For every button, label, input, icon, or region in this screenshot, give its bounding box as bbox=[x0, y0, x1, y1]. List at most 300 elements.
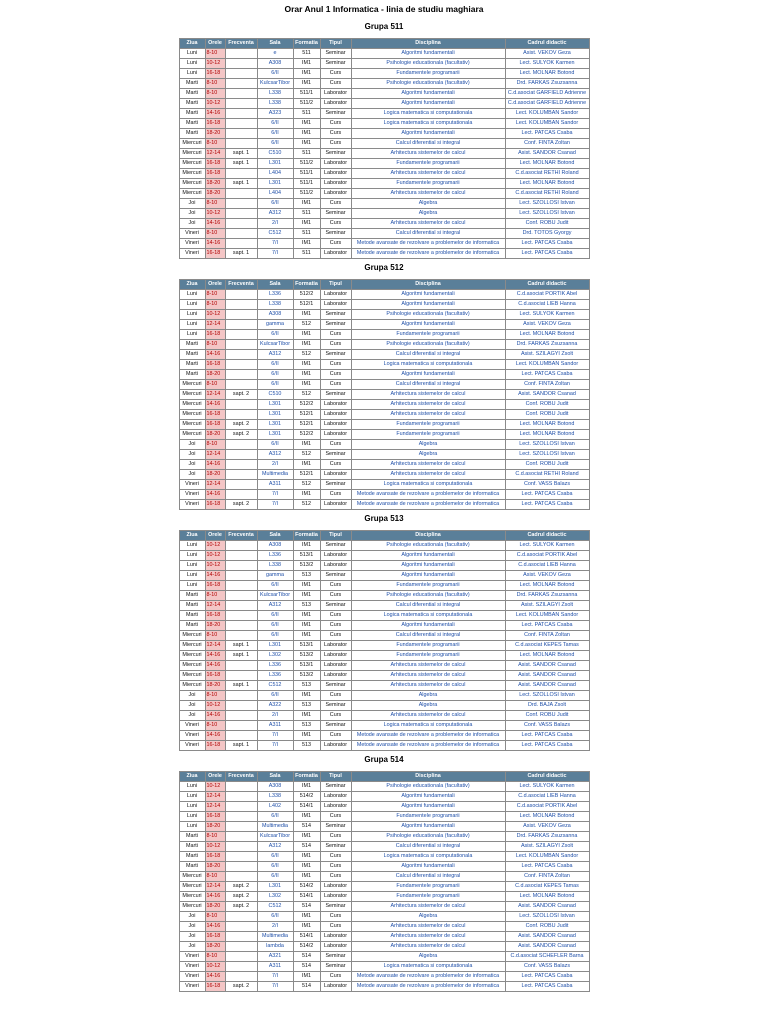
teacher-cell[interactable]: Lect. SZOLLOSI Istvan bbox=[505, 450, 589, 460]
room-cell[interactable]: 2/I bbox=[257, 460, 293, 470]
course-cell[interactable]: Fundamentele programarii bbox=[351, 882, 505, 892]
room-cell[interactable]: L301 bbox=[257, 430, 293, 440]
room-cell[interactable]: 6/II bbox=[257, 380, 293, 390]
room-cell[interactable]: A311 bbox=[257, 721, 293, 731]
teacher-cell[interactable]: Lect. PATCAS Csaba bbox=[505, 490, 589, 500]
course-cell[interactable]: Algebra bbox=[351, 199, 505, 209]
type-cell: Laborator bbox=[320, 671, 351, 681]
teacher-cell[interactable]: Lect. PATCAS Csaba bbox=[505, 239, 589, 249]
room-cell[interactable]: L301 bbox=[257, 400, 293, 410]
teacher-cell[interactable]: Lect. MOLNAR Botond bbox=[505, 651, 589, 661]
teacher-cell[interactable]: Lect. SZOLLOSI Istvan bbox=[505, 209, 589, 219]
type-cell: Seminar bbox=[320, 59, 351, 69]
course-cell[interactable]: Arhitectura sistemelor de calcul bbox=[351, 470, 505, 480]
day-cell: Joi bbox=[179, 219, 205, 229]
room-cell[interactable]: lambda bbox=[257, 942, 293, 952]
teacher-cell[interactable]: Conf. FINTA Zoltan bbox=[505, 139, 589, 149]
type-cell: Laborator bbox=[320, 169, 351, 179]
course-cell[interactable]: Algebra bbox=[351, 450, 505, 460]
teacher-cell[interactable]: C.d.asociat LIEB Hanna bbox=[505, 300, 589, 310]
course-cell[interactable]: Arhitectura sistemelor de calcul bbox=[351, 681, 505, 691]
course-cell[interactable]: Arhitectura sistemelor de calcul bbox=[351, 400, 505, 410]
teacher-cell[interactable]: Drd. FARKAS Zsuzsanna bbox=[505, 79, 589, 89]
course-cell[interactable]: Arhitectura sistemelor de calcul bbox=[351, 410, 505, 420]
course-cell[interactable]: Arhitectura sistemelor de calcul bbox=[351, 922, 505, 932]
teacher-cell[interactable]: C.d.asociat RETHI Roland bbox=[505, 470, 589, 480]
room-cell[interactable]: L336 bbox=[257, 551, 293, 561]
type-cell: Seminar bbox=[320, 310, 351, 320]
course-cell[interactable]: Algoritmi fundamentali bbox=[351, 300, 505, 310]
course-cell[interactable]: Algebra bbox=[351, 691, 505, 701]
teacher-cell[interactable]: Asist. SANDOR Csanad bbox=[505, 932, 589, 942]
teacher-cell[interactable]: Lect. SULYOK Karmen bbox=[505, 59, 589, 69]
course-cell[interactable]: Calcul diferential si integral bbox=[351, 631, 505, 641]
frequency-cell bbox=[225, 691, 257, 701]
teacher-cell[interactable]: Drd. FARKAS Zsuzsanna bbox=[505, 591, 589, 601]
room-cell[interactable]: C510 bbox=[257, 390, 293, 400]
course-cell[interactable]: Arhitectura sistemelor de calcul bbox=[351, 169, 505, 179]
room-cell[interactable]: KulcsarTibor bbox=[257, 79, 293, 89]
room-cell[interactable]: L336 bbox=[257, 661, 293, 671]
teacher-cell[interactable]: Lect. KOLUMBAN Sandor bbox=[505, 852, 589, 862]
room-cell[interactable]: 6/II bbox=[257, 862, 293, 872]
teacher-cell[interactable]: Lect. MOLNAR Botond bbox=[505, 581, 589, 591]
teacher-cell[interactable]: Lect. SULYOK Karmen bbox=[505, 782, 589, 792]
course-cell[interactable]: Algoritmi fundamentali bbox=[351, 822, 505, 832]
course-cell[interactable]: Arhitectura sistemelor de calcul bbox=[351, 671, 505, 681]
course-cell[interactable]: Algoritmi fundamentali bbox=[351, 49, 505, 59]
room-cell[interactable]: L301 bbox=[257, 159, 293, 169]
course-cell[interactable]: Algebra bbox=[351, 952, 505, 962]
teacher-cell[interactable]: Lect. SULYOK Karmen bbox=[505, 310, 589, 320]
room-cell[interactable]: Multimedia bbox=[257, 470, 293, 480]
room-cell[interactable]: A312 bbox=[257, 842, 293, 852]
room-cell[interactable]: e bbox=[257, 49, 293, 59]
course-cell[interactable]: Calcul diferential si integral bbox=[351, 872, 505, 882]
teacher-cell[interactable]: Lect. SULYOK Karmen bbox=[505, 541, 589, 551]
day-cell: Joi bbox=[179, 440, 205, 450]
room-cell[interactable]: C512 bbox=[257, 902, 293, 912]
course-cell[interactable]: Metode avansate de rezolvare a problemelor de informatica bbox=[351, 239, 505, 249]
room-cell[interactable]: L338 bbox=[257, 792, 293, 802]
room-cell[interactable]: 6/II bbox=[257, 852, 293, 862]
teacher-cell[interactable]: Lect. KOLUMBAN Sandor bbox=[505, 611, 589, 621]
room-cell[interactable]: 6/II bbox=[257, 912, 293, 922]
course-cell[interactable]: Algoritmi fundamentali bbox=[351, 792, 505, 802]
hours-cell: 16-18 bbox=[205, 982, 225, 992]
room-cell[interactable]: 7/I bbox=[257, 731, 293, 741]
room-cell[interactable]: L302 bbox=[257, 892, 293, 902]
course-cell[interactable]: Fundamentele programarii bbox=[351, 420, 505, 430]
teacher-cell[interactable]: Asist. VEKOV Geza bbox=[505, 822, 589, 832]
room-cell[interactable]: 6/II bbox=[257, 119, 293, 129]
teacher-cell[interactable]: Lect. PATCAS Csaba bbox=[505, 500, 589, 510]
teacher-cell[interactable]: Lect. MOLNAR Botond bbox=[505, 892, 589, 902]
course-cell[interactable]: Fundamentele programarii bbox=[351, 159, 505, 169]
room-cell[interactable]: L404 bbox=[257, 169, 293, 179]
room-cell[interactable]: 2/I bbox=[257, 219, 293, 229]
room-cell[interactable]: KulcsarTibor bbox=[257, 591, 293, 601]
schedule-table bbox=[179, 279, 590, 510]
room-cell[interactable]: A312 bbox=[257, 350, 293, 360]
room-cell[interactable]: L336 bbox=[257, 671, 293, 681]
teacher-cell[interactable]: Lect. SZOLLOSI Istvan bbox=[505, 691, 589, 701]
day-cell: Luni bbox=[179, 792, 205, 802]
course-cell[interactable]: Fundamentele programarii bbox=[351, 812, 505, 822]
teacher-cell[interactable]: Asist. SANDOR Csanad bbox=[505, 671, 589, 681]
course-cell[interactable]: Psihologie educationala (facultativ) bbox=[351, 79, 505, 89]
teacher-cell[interactable]: Lect. PATCAS Csaba bbox=[505, 972, 589, 982]
room-cell[interactable]: A308 bbox=[257, 541, 293, 551]
teacher-cell[interactable]: Drd. FARKAS Zsuzsanna bbox=[505, 832, 589, 842]
room-cell[interactable]: A311 bbox=[257, 480, 293, 490]
type-cell: Laborator bbox=[320, 932, 351, 942]
course-cell[interactable]: Algoritmi fundamentali bbox=[351, 129, 505, 139]
teacher-cell[interactable]: Drd. BAJA Zsolt bbox=[505, 701, 589, 711]
room-cell[interactable]: A312 bbox=[257, 450, 293, 460]
teacher-cell[interactable]: Lect. PATCAS Csaba bbox=[505, 982, 589, 992]
course-cell[interactable]: Metode avansate de rezolvare a problemelor de informatica bbox=[351, 731, 505, 741]
room-cell[interactable]: 7/I bbox=[257, 490, 293, 500]
teacher-cell[interactable]: C.d.asociat KEPES Tamas bbox=[505, 882, 589, 892]
room-cell[interactable]: L402 bbox=[257, 802, 293, 812]
room-cell[interactable]: 7/I bbox=[257, 741, 293, 751]
frequency-cell bbox=[225, 490, 257, 500]
teacher-cell[interactable]: Conf. VASS Balazs bbox=[505, 480, 589, 490]
room-cell[interactable]: L301 bbox=[257, 179, 293, 189]
course-cell[interactable]: Logica matematica si computationala bbox=[351, 852, 505, 862]
room-cell[interactable]: 2/I bbox=[257, 711, 293, 721]
room-cell[interactable]: A308 bbox=[257, 782, 293, 792]
teacher-cell[interactable]: Asist. SZILAGYI Zsolt bbox=[505, 350, 589, 360]
room-cell[interactable]: C510 bbox=[257, 149, 293, 159]
course-cell[interactable]: Psihologie educationala (facultativ) bbox=[351, 310, 505, 320]
formation-cell: IM1 bbox=[293, 631, 320, 641]
type-cell: Seminar bbox=[320, 902, 351, 912]
course-cell[interactable]: Arhitectura sistemelor de calcul bbox=[351, 932, 505, 942]
room-cell[interactable]: A312 bbox=[257, 209, 293, 219]
teacher-cell[interactable]: Drd. FARKAS Zsuzsanna bbox=[505, 340, 589, 350]
hours-cell: 16-18 bbox=[205, 360, 225, 370]
type-cell: Seminar bbox=[320, 701, 351, 711]
room-cell[interactable]: gamma bbox=[257, 571, 293, 581]
course-cell[interactable]: Algoritmi fundamentali bbox=[351, 802, 505, 812]
room-cell[interactable]: L301 bbox=[257, 882, 293, 892]
formation-cell: 513/1 bbox=[293, 551, 320, 561]
room-cell[interactable]: 6/II bbox=[257, 581, 293, 591]
room-cell[interactable]: Multimedia bbox=[257, 932, 293, 942]
type-cell: Curs bbox=[320, 872, 351, 882]
teacher-cell[interactable]: Lect. PATCAS Csaba bbox=[505, 249, 589, 259]
teacher-cell[interactable]: Lect. PATCAS Csaba bbox=[505, 129, 589, 139]
course-cell[interactable]: Arhitectura sistemelor de calcul bbox=[351, 149, 505, 159]
course-cell[interactable]: Arhitectura sistemelor de calcul bbox=[351, 902, 505, 912]
table-row bbox=[179, 671, 589, 681]
room-cell[interactable]: L301 bbox=[257, 641, 293, 651]
frequency-cell bbox=[225, 129, 257, 139]
room-cell[interactable]: 7/I bbox=[257, 982, 293, 992]
course-cell[interactable]: Psihologie educationala (facultativ) bbox=[351, 782, 505, 792]
room-cell[interactable]: A322 bbox=[257, 701, 293, 711]
course-cell[interactable]: Arhitectura sistemelor de calcul bbox=[351, 390, 505, 400]
course-cell[interactable]: Algoritmi fundamentali bbox=[351, 89, 505, 99]
formation-cell: 513 bbox=[293, 601, 320, 611]
course-cell[interactable]: Algebra bbox=[351, 701, 505, 711]
course-cell[interactable]: Logica matematica si computationala bbox=[351, 480, 505, 490]
teacher-cell[interactable]: Lect. PATCAS Csaba bbox=[505, 621, 589, 631]
room-cell[interactable]: L338 bbox=[257, 300, 293, 310]
course-cell[interactable]: Arhitectura sistemelor de calcul bbox=[351, 219, 505, 229]
room-cell[interactable]: 6/II bbox=[257, 812, 293, 822]
room-cell[interactable]: 6/II bbox=[257, 631, 293, 641]
teacher-cell[interactable]: Conf. ROBU Judit bbox=[505, 400, 589, 410]
teacher-cell[interactable]: Conf. ROBU Judit bbox=[505, 460, 589, 470]
course-cell[interactable]: Psihologie educationala (facultativ) bbox=[351, 340, 505, 350]
teacher-cell[interactable]: C.d.asociat KEPES Tamas bbox=[505, 641, 589, 651]
room-cell[interactable]: L302 bbox=[257, 651, 293, 661]
teacher-cell[interactable]: Conf. ROBU Judit bbox=[505, 410, 589, 420]
course-cell[interactable]: Psihologie educationala (facultativ) bbox=[351, 832, 505, 842]
room-cell[interactable]: 6/II bbox=[257, 360, 293, 370]
teacher-cell[interactable]: Asist. VEKOV Geza bbox=[505, 571, 589, 581]
teacher-cell[interactable]: C.d.asociat RETHI Roland bbox=[505, 169, 589, 179]
teacher-cell[interactable]: C.d.asociat PORTIK Abel bbox=[505, 551, 589, 561]
course-cell[interactable]: Calcul diferential si integral bbox=[351, 842, 505, 852]
teacher-cell[interactable]: Lect. MOLNAR Botond bbox=[505, 179, 589, 189]
hours-cell: 18-20 bbox=[205, 681, 225, 691]
room-cell[interactable]: L301 bbox=[257, 410, 293, 420]
room-cell[interactable]: C512 bbox=[257, 681, 293, 691]
room-cell[interactable]: L338 bbox=[257, 99, 293, 109]
teacher-cell[interactable]: Lect. SZOLLOSI Istvan bbox=[505, 440, 589, 450]
teacher-cell[interactable]: C.d.asociat LIEB Hanna bbox=[505, 561, 589, 571]
teacher-cell[interactable]: Asist. SANDOR Csanad bbox=[505, 661, 589, 671]
teacher-cell[interactable]: Asist. SANDOR Csanad bbox=[505, 942, 589, 952]
hours-cell: 8-10 bbox=[205, 440, 225, 450]
formation-cell: 513 bbox=[293, 571, 320, 581]
teacher-cell[interactable]: Lect. KOLUMBAN Sandor bbox=[505, 109, 589, 119]
course-cell[interactable]: Metode avansate de rezolvare a problemelor de informatica bbox=[351, 972, 505, 982]
course-cell[interactable]: Metode avansate de rezolvare a problemelor de informatica bbox=[351, 741, 505, 751]
course-cell[interactable]: Metode avansate de rezolvare a problemelor de informatica bbox=[351, 490, 505, 500]
hours-cell: 14-16 bbox=[205, 350, 225, 360]
room-cell[interactable]: 6/II bbox=[257, 69, 293, 79]
teacher-cell[interactable]: Conf. VASS Balazs bbox=[505, 721, 589, 731]
course-cell[interactable]: Fundamentele programarii bbox=[351, 641, 505, 651]
teacher-cell[interactable]: Asist. VEKOV Geza bbox=[505, 49, 589, 59]
course-cell[interactable]: Fundamentele programarii bbox=[351, 892, 505, 902]
table-row bbox=[179, 882, 589, 892]
teacher-cell[interactable]: Lect. KOLUMBAN Sandor bbox=[505, 360, 589, 370]
course-cell[interactable]: Logica matematica si computationala bbox=[351, 119, 505, 129]
teacher-cell[interactable]: C.d.asociat SCHEFLER Barna bbox=[505, 952, 589, 962]
teacher-cell[interactable]: Conf. ROBU Judit bbox=[505, 711, 589, 721]
course-cell[interactable]: Arhitectura sistemelor de calcul bbox=[351, 661, 505, 671]
course-cell[interactable]: Fundamentele programarii bbox=[351, 179, 505, 189]
type-cell: Curs bbox=[320, 370, 351, 380]
course-cell[interactable]: Algebra bbox=[351, 912, 505, 922]
room-cell[interactable]: 7/I bbox=[257, 249, 293, 259]
teacher-cell[interactable]: Conf. VASS Balazs bbox=[505, 962, 589, 972]
course-cell[interactable]: Arhitectura sistemelor de calcul bbox=[351, 711, 505, 721]
course-cell[interactable]: Logica matematica si computationala bbox=[351, 611, 505, 621]
formation-cell: IM1 bbox=[293, 541, 320, 551]
teacher-cell[interactable]: Lect. MOLNAR Botond bbox=[505, 69, 589, 79]
course-cell[interactable]: Algoritmi fundamentali bbox=[351, 551, 505, 561]
room-cell[interactable]: 6/II bbox=[257, 370, 293, 380]
course-cell[interactable]: Arhitectura sistemelor de calcul bbox=[351, 460, 505, 470]
room-cell[interactable]: 7/I bbox=[257, 500, 293, 510]
room-cell[interactable]: 6/II bbox=[257, 440, 293, 450]
room-cell[interactable]: 6/II bbox=[257, 199, 293, 209]
course-cell[interactable]: Calcul diferential si integral bbox=[351, 601, 505, 611]
room-cell[interactable]: A312 bbox=[257, 601, 293, 611]
course-cell[interactable]: Logica matematica si computationala bbox=[351, 360, 505, 370]
course-cell[interactable]: Psihologie educationala (facultativ) bbox=[351, 541, 505, 551]
room-cell[interactable]: L338 bbox=[257, 561, 293, 571]
teacher-cell[interactable]: Lect. PATCAS Csaba bbox=[505, 741, 589, 751]
frequency-cell bbox=[225, 571, 257, 581]
hours-cell: 16-18 bbox=[205, 330, 225, 340]
course-cell[interactable]: Metode avansate de rezolvare a problemelor de informatica bbox=[351, 500, 505, 510]
room-cell[interactable]: 6/II bbox=[257, 691, 293, 701]
course-cell[interactable]: Algoritmi fundamentali bbox=[351, 561, 505, 571]
course-cell[interactable]: Arhitectura sistemelor de calcul bbox=[351, 942, 505, 952]
course-cell[interactable]: Algoritmi fundamentali bbox=[351, 621, 505, 631]
course-cell[interactable]: Logica matematica si computationala bbox=[351, 721, 505, 731]
formation-cell: IM1 bbox=[293, 239, 320, 249]
formation-cell: IM1 bbox=[293, 199, 320, 209]
room-cell[interactable]: KulcsarTibor bbox=[257, 340, 293, 350]
course-cell[interactable]: Calcul diferential si integral bbox=[351, 229, 505, 239]
teacher-cell[interactable]: Lect. SZOLLOSI Istvan bbox=[505, 199, 589, 209]
room-cell[interactable]: Multimedia bbox=[257, 822, 293, 832]
teacher-cell[interactable]: Asist. SANDOR Csanad bbox=[505, 149, 589, 159]
teacher-cell[interactable]: Asist. SZILAGYI Zsolt bbox=[505, 601, 589, 611]
course-cell[interactable]: Fundamentele programarii bbox=[351, 430, 505, 440]
teacher-cell[interactable]: Lect. MOLNAR Botond bbox=[505, 330, 589, 340]
teacher-cell[interactable]: Asist. VEKOV Geza bbox=[505, 320, 589, 330]
teacher-cell[interactable]: Conf. FINTA Zoltan bbox=[505, 631, 589, 641]
room-cell[interactable]: 7/I bbox=[257, 972, 293, 982]
teacher-cell[interactable]: Lect. KOLUMBAN Sandor bbox=[505, 119, 589, 129]
type-cell: Curs bbox=[320, 129, 351, 139]
teacher-cell[interactable]: Lect. MOLNAR Botond bbox=[505, 812, 589, 822]
teacher-cell[interactable]: Lect. PATCAS Csaba bbox=[505, 862, 589, 872]
room-cell[interactable]: A311 bbox=[257, 962, 293, 972]
room-cell[interactable]: A323 bbox=[257, 109, 293, 119]
teacher-cell[interactable]: Lect. PATCAS Csaba bbox=[505, 370, 589, 380]
room-cell[interactable]: 6/II bbox=[257, 872, 293, 882]
room-cell[interactable]: 6/II bbox=[257, 621, 293, 631]
teacher-cell[interactable]: C.d.asociat GARFIELD Adrienne bbox=[505, 99, 589, 109]
course-cell[interactable]: Algoritmi fundamentali bbox=[351, 99, 505, 109]
teacher-cell[interactable]: Drd. TOTOS Gyorgy bbox=[505, 229, 589, 239]
course-cell[interactable]: Fundamentele programarii bbox=[351, 651, 505, 661]
teacher-cell[interactable]: Asist. SANDOR Csanad bbox=[505, 902, 589, 912]
course-cell[interactable]: Fundamentele programarii bbox=[351, 69, 505, 79]
teacher-cell[interactable]: Conf. ROBU Judit bbox=[505, 219, 589, 229]
teacher-cell[interactable]: Lect. PATCAS Csaba bbox=[505, 731, 589, 741]
hours-cell: 16-18 bbox=[205, 159, 225, 169]
day-cell: Miercuri bbox=[179, 671, 205, 681]
course-cell[interactable]: Algoritmi fundamentali bbox=[351, 370, 505, 380]
room-cell[interactable]: 6/II bbox=[257, 129, 293, 139]
room-cell[interactable]: gamma bbox=[257, 320, 293, 330]
teacher-cell[interactable]: Asist. SZILAGYI Zsolt bbox=[505, 842, 589, 852]
course-cell[interactable]: Calcul diferential si integral bbox=[351, 350, 505, 360]
room-cell[interactable]: 6/II bbox=[257, 611, 293, 621]
room-cell[interactable]: L404 bbox=[257, 189, 293, 199]
column-header: Disciplina bbox=[351, 531, 505, 541]
room-cell[interactable]: L338 bbox=[257, 89, 293, 99]
room-cell[interactable]: L336 bbox=[257, 290, 293, 300]
course-cell[interactable]: Psihologie educationala (facultativ) bbox=[351, 59, 505, 69]
group-section bbox=[0, 18, 768, 259]
teacher-cell[interactable]: Lect. SZOLLOSI Istvan bbox=[505, 912, 589, 922]
course-cell[interactable]: Psihologie educationala (facultativ) bbox=[351, 591, 505, 601]
course-cell[interactable]: Algoritmi fundamentali bbox=[351, 290, 505, 300]
type-cell: Laborator bbox=[320, 802, 351, 812]
room-cell[interactable]: L301 bbox=[257, 420, 293, 430]
room-cell[interactable]: A308 bbox=[257, 59, 293, 69]
course-cell[interactable]: Algoritmi fundamentali bbox=[351, 571, 505, 581]
course-cell[interactable]: Fundamentele programarii bbox=[351, 330, 505, 340]
type-cell: Seminar bbox=[320, 109, 351, 119]
teacher-cell[interactable]: Lect. MOLNAR Botond bbox=[505, 430, 589, 440]
room-cell[interactable]: 6/II bbox=[257, 139, 293, 149]
hours-cell: 8-10 bbox=[205, 290, 225, 300]
teacher-cell[interactable]: Lect. MOLNAR Botond bbox=[505, 159, 589, 169]
teacher-cell[interactable]: Asist. SANDOR Csanad bbox=[505, 681, 589, 691]
teacher-cell[interactable]: Conf. FINTA Zoltan bbox=[505, 872, 589, 882]
teacher-cell[interactable]: C.d.asociat GARFIELD Adrienne bbox=[505, 89, 589, 99]
course-cell[interactable]: Algoritmi fundamentali bbox=[351, 862, 505, 872]
teacher-cell[interactable]: Asist. SANDOR Csanad bbox=[505, 390, 589, 400]
course-cell[interactable]: Fundamentele programarii bbox=[351, 581, 505, 591]
teacher-cell[interactable]: C.d.asociat RETHI Roland bbox=[505, 189, 589, 199]
teacher-cell[interactable]: Conf. FINTA Zoltan bbox=[505, 380, 589, 390]
course-cell[interactable]: Metode avansate de rezolvare a problemelor de informatica bbox=[351, 982, 505, 992]
course-cell[interactable]: Calcul diferential si integral bbox=[351, 380, 505, 390]
course-cell[interactable]: Logica matematica si computationala bbox=[351, 109, 505, 119]
formation-cell: IM1 bbox=[293, 621, 320, 631]
course-cell[interactable]: Algebra bbox=[351, 209, 505, 219]
teacher-cell[interactable]: Lect. MOLNAR Botond bbox=[505, 420, 589, 430]
column-header: Formatia bbox=[293, 280, 320, 290]
room-cell[interactable]: 7/I bbox=[257, 239, 293, 249]
course-cell[interactable]: Logica matematica si computationala bbox=[351, 962, 505, 972]
room-cell[interactable]: KulcsarTibor bbox=[257, 832, 293, 842]
course-cell[interactable]: Arhitectura sistemelor de calcul bbox=[351, 189, 505, 199]
room-cell[interactable]: 6/II bbox=[257, 330, 293, 340]
hours-cell: 14-16 bbox=[205, 109, 225, 119]
course-cell[interactable]: Algebra bbox=[351, 440, 505, 450]
room-cell[interactable]: C512 bbox=[257, 229, 293, 239]
teacher-cell[interactable]: Conf. ROBU Judit bbox=[505, 922, 589, 932]
table-row bbox=[179, 430, 589, 440]
course-cell[interactable]: Calcul diferential si integral bbox=[351, 139, 505, 149]
teacher-cell[interactable]: C.d.asociat PORTIK Abel bbox=[505, 802, 589, 812]
course-cell[interactable]: Algoritmi fundamentali bbox=[351, 320, 505, 330]
room-cell[interactable]: A321 bbox=[257, 952, 293, 962]
room-cell[interactable]: A308 bbox=[257, 310, 293, 320]
teacher-cell[interactable]: C.d.asociat PORTIK Abel bbox=[505, 290, 589, 300]
course-cell[interactable]: Metode avansate de rezolvare a problemelor de informatica bbox=[351, 249, 505, 259]
room-cell[interactable]: 2/I bbox=[257, 922, 293, 932]
hours-cell: 14-16 bbox=[205, 711, 225, 721]
teacher-cell[interactable]: C.d.asociat LIEB Hanna bbox=[505, 792, 589, 802]
